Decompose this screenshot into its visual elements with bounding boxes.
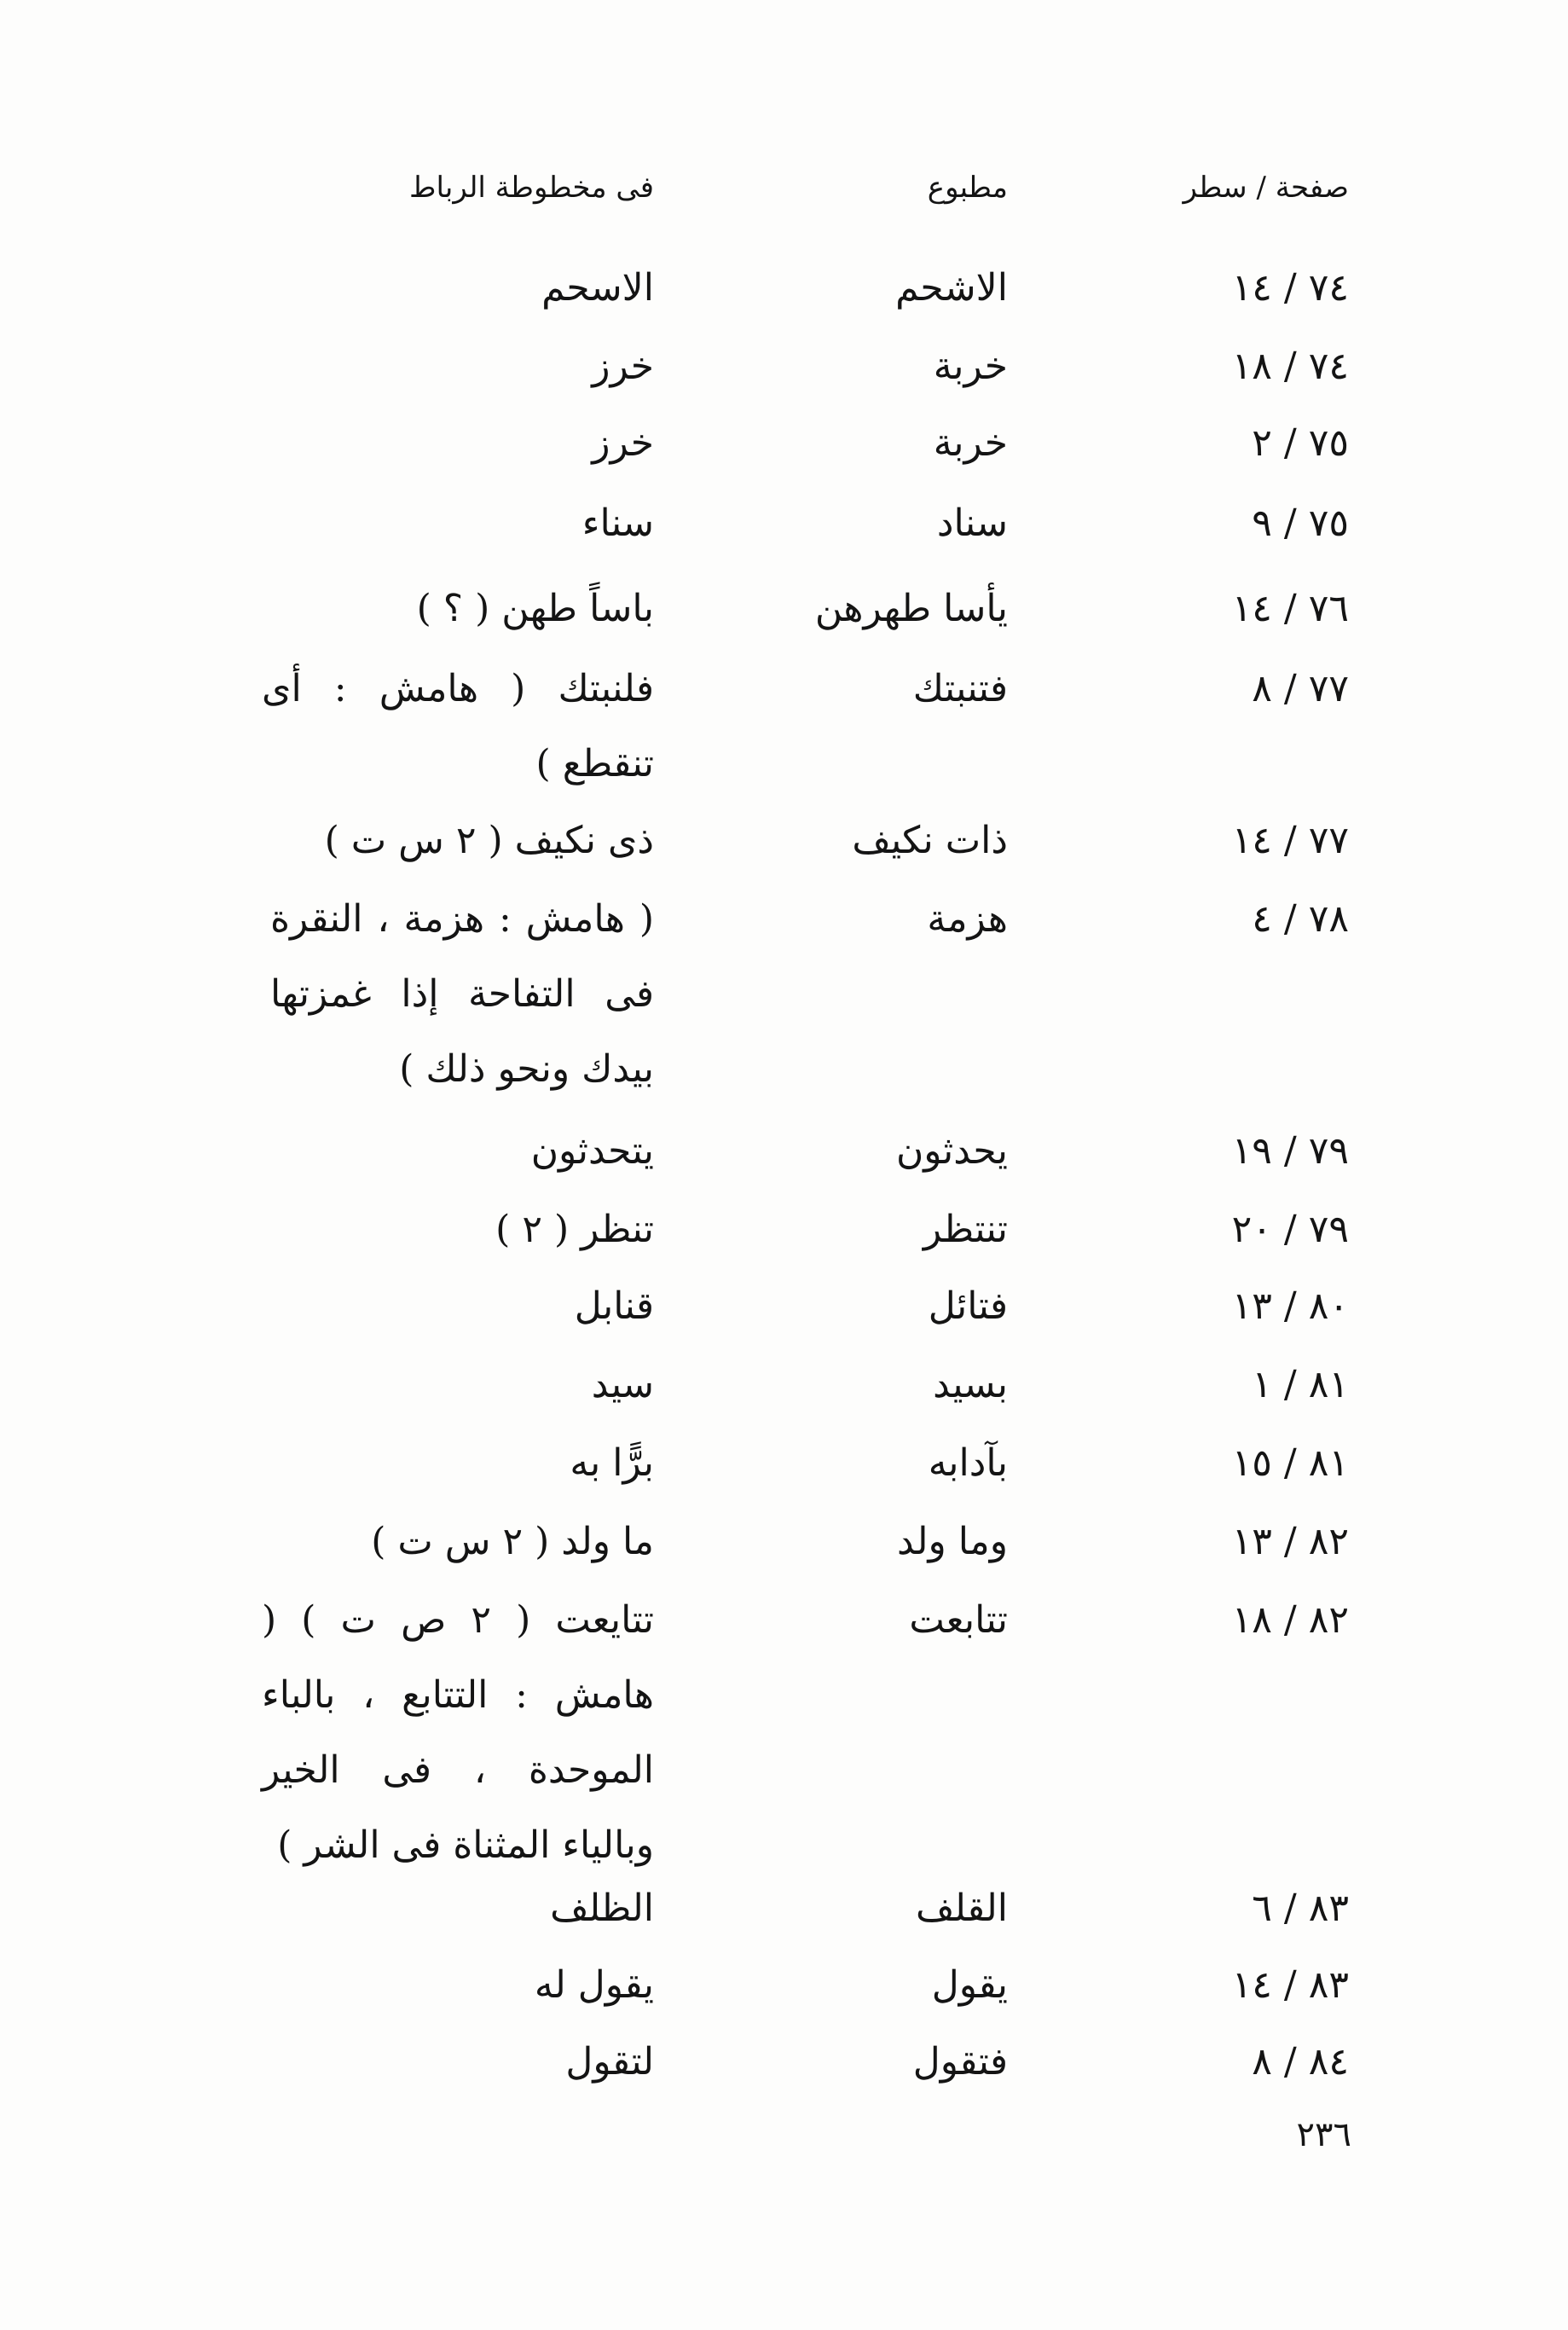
- row-manuscript: خرز: [592, 421, 654, 465]
- row-printed: ذات نكيف: [852, 819, 1008, 862]
- row-ref: ٨١ / ١: [1252, 1363, 1349, 1406]
- row-ref: ٧٤ / ١٤: [1231, 266, 1349, 310]
- row-ref: ٧٨ / ٤: [1252, 897, 1349, 941]
- table-row: [0, 408, 1568, 479]
- row-printed: فتقول: [912, 2040, 1008, 2084]
- row-ref: ٧٥ / ٩: [1252, 501, 1349, 545]
- row-printed: تنتظر: [923, 1208, 1008, 1251]
- table-row: [0, 1506, 1568, 1578]
- table-row: [0, 252, 1568, 324]
- row-manuscript: يقول له: [534, 1963, 654, 2007]
- row-printed: تتابعت: [909, 1598, 1008, 1642]
- header-ref: صفحة / سطر: [1183, 171, 1349, 205]
- header-printed: مطبوع: [927, 171, 1008, 205]
- row-ref: ٨١ / ١٥: [1231, 1441, 1349, 1485]
- row-printed: خربة: [933, 345, 1008, 388]
- table-row: [0, 1116, 1568, 1187]
- row-manuscript: تتايعت ( ٢ ص ت ) ( هامش : التتابع ، بالباء الموحدة ، فى الخير وبالياء المثناة فى الشر ): [262, 1598, 654, 1867]
- row-printed: وما ولد: [897, 1520, 1008, 1563]
- row-manuscript: سيد: [591, 1363, 654, 1406]
- table-row: [0, 1428, 1568, 1499]
- row-manuscript: لتقول: [565, 2040, 654, 2084]
- table-row: [0, 1349, 1568, 1421]
- row-ref: ٧٦ / ١٤: [1231, 587, 1349, 630]
- row-printed: يحدثون: [895, 1129, 1008, 1173]
- table-row: [0, 805, 1568, 877]
- table-row: [0, 653, 1568, 725]
- row-printed: يأسا طهرهن: [814, 587, 1008, 630]
- row-manuscript: باساً طهن ( ؟ ): [416, 587, 654, 630]
- row-ref: ٨٠ / ١٣: [1231, 1284, 1349, 1328]
- table-header: [0, 171, 1568, 222]
- header-manuscript: فى مخطوطة الرباط: [409, 171, 654, 205]
- row-printed: القلف: [915, 1887, 1008, 1930]
- row-ref: ٨٤ / ٨: [1252, 2040, 1349, 2084]
- row-ref: ٧٩ / ٢٠: [1231, 1208, 1349, 1251]
- table-row: [0, 1194, 1568, 1266]
- row-manuscript: ( هامش : هزمة ، النقرة فى التفاحة إذا غمزتها بيدك ونحو ذلك ): [270, 897, 654, 1091]
- row-manuscript: فلنبتك ( هامش : أى تنقطع ): [262, 667, 654, 785]
- row-manuscript: برًّا به: [570, 1441, 654, 1485]
- row-manuscript: يتحدثون: [530, 1129, 654, 1173]
- row-ref: ٧٩ / ١٩: [1231, 1129, 1349, 1173]
- table-row: [0, 331, 1568, 403]
- row-manuscript: قنابل: [574, 1284, 654, 1328]
- row-printed: خربة: [933, 421, 1008, 465]
- row-ref: ٧٧ / ١٤: [1231, 819, 1349, 862]
- table-row: [0, 1271, 1568, 1342]
- row-manuscript: خرز: [592, 345, 654, 388]
- table-row: [0, 1950, 1568, 2021]
- row-printed: فتنبتك: [912, 667, 1008, 710]
- row-ref: ٧٥ / ٢: [1252, 421, 1349, 465]
- row-printed: هزمة: [927, 897, 1008, 941]
- page-number: ٢٣٦: [1296, 2115, 1351, 2154]
- row-ref: ٧٧ / ٨: [1252, 667, 1349, 710]
- table-row: [0, 488, 1568, 559]
- row-manuscript: الظلف: [550, 1887, 654, 1930]
- table-row: [0, 884, 1568, 955]
- row-printed: الاشحم: [895, 266, 1008, 310]
- row-printed: بآدابه: [928, 1441, 1008, 1485]
- table-row: [0, 1585, 1568, 1656]
- row-manuscript: الاسحم: [541, 266, 654, 310]
- row-manuscript: ما ولد ( ٢ س ت ): [371, 1520, 654, 1563]
- row-manuscript: ذى نكيف ( ٢ س ت ): [324, 819, 654, 862]
- row-manuscript: تنظر ( ٢ ): [495, 1208, 654, 1251]
- row-ref: ٧٤ / ١٨: [1231, 345, 1349, 388]
- row-printed: سناد: [936, 501, 1008, 545]
- row-ref: ٨٢ / ١٣: [1231, 1520, 1349, 1563]
- table-row: [0, 2026, 1568, 2098]
- row-printed: يقول: [931, 1963, 1008, 2007]
- table-row: [0, 573, 1568, 645]
- row-ref: ٨٣ / ٦: [1252, 1887, 1349, 1930]
- row-ref: ٨٢ / ١٨: [1231, 1598, 1349, 1642]
- table-row: [0, 1873, 1568, 1945]
- row-ref: ٨٣ / ١٤: [1231, 1963, 1349, 2007]
- row-manuscript: سناء: [581, 501, 654, 545]
- row-printed: بسيد: [933, 1363, 1008, 1406]
- row-printed: فتائل: [928, 1284, 1008, 1328]
